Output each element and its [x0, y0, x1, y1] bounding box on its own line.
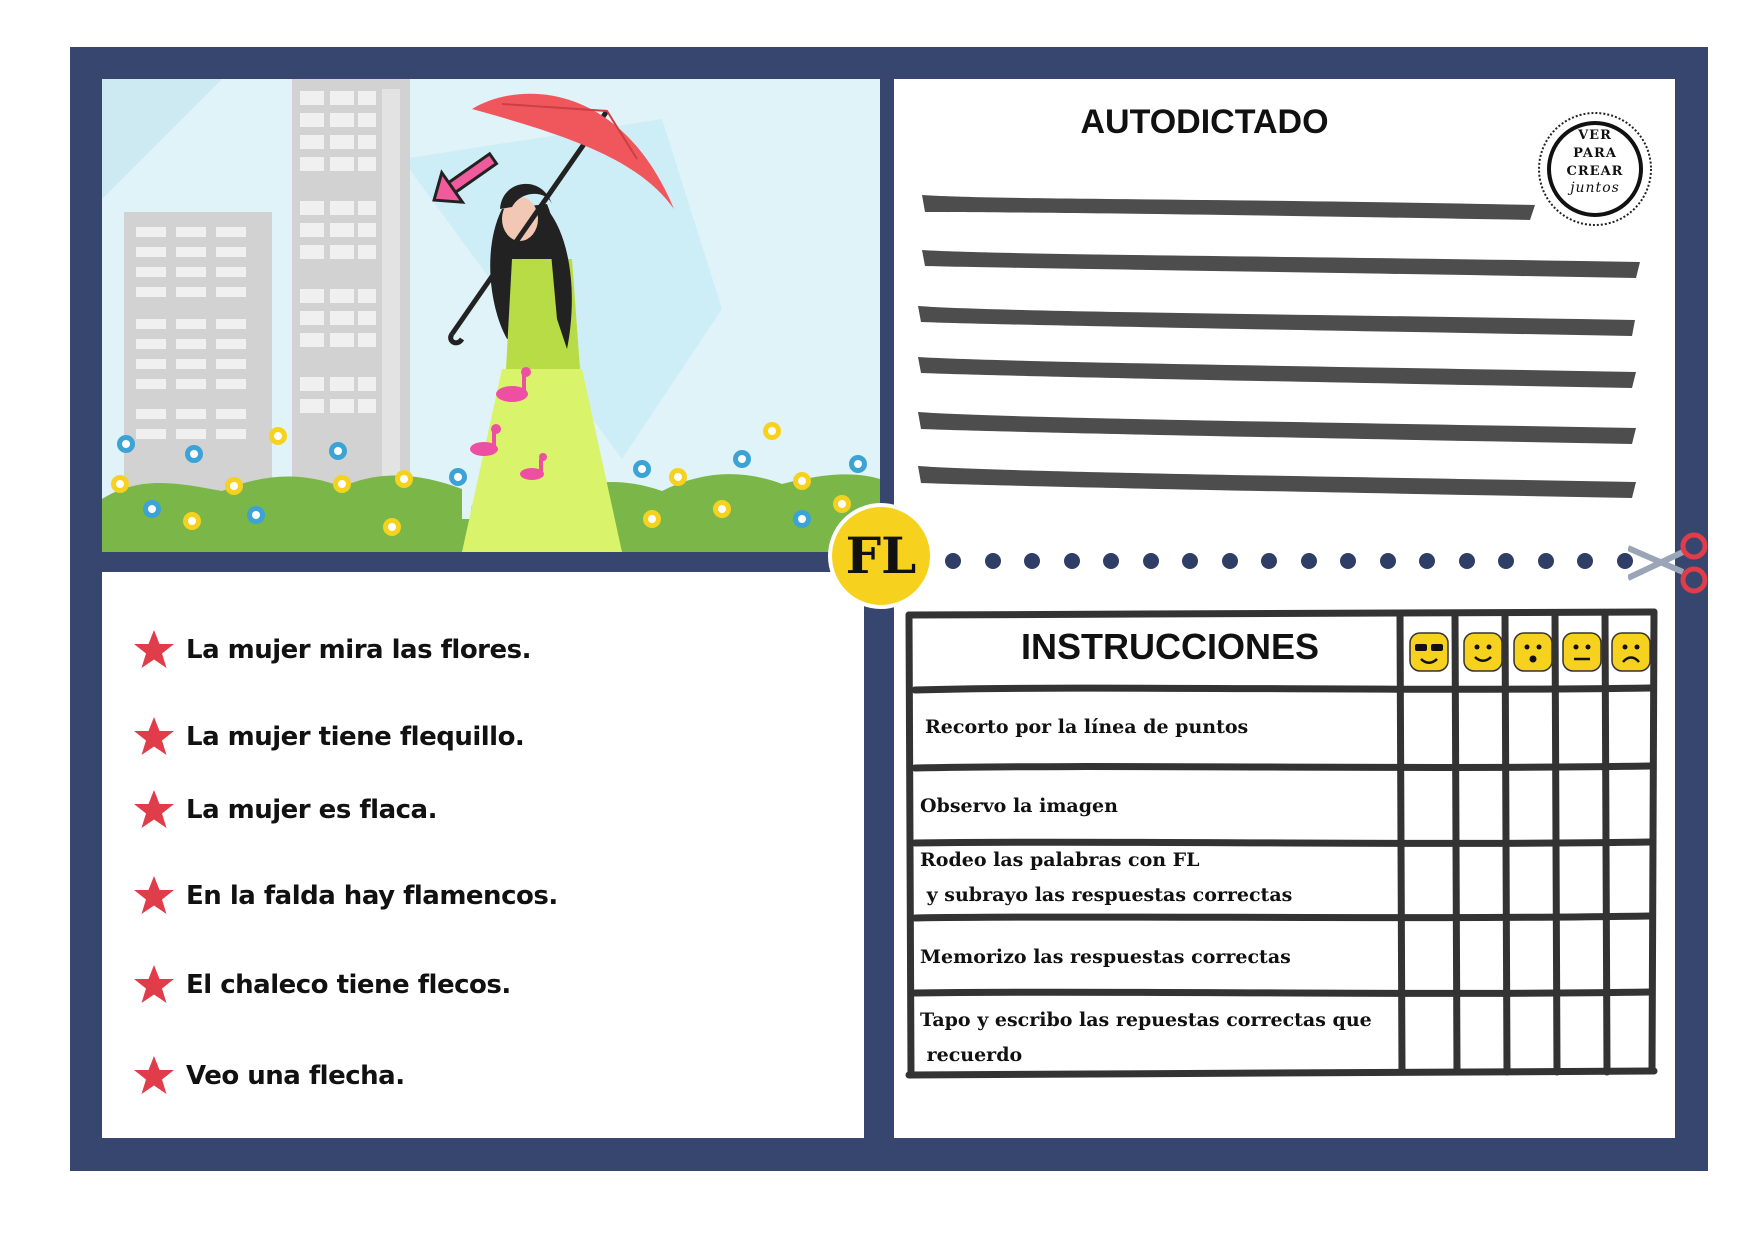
badge-line-4: juntos [1570, 180, 1620, 196]
sentence-text: La mujer mira las flores. [186, 635, 531, 665]
sad-face-icon [1611, 632, 1651, 672]
instruction-row-4 [920, 940, 1291, 975]
instruction-text: Recorto por la línea de puntos [925, 716, 1249, 738]
badge-line-1: VER [1578, 128, 1612, 143]
instruction-row-3 [920, 843, 1292, 913]
cool-face-icon [1409, 632, 1449, 672]
sentence-text: La mujer tiene flequillo. [186, 722, 525, 752]
sentence-text: Veo una flecha. [186, 1061, 405, 1091]
smile-face-icon [1463, 632, 1503, 672]
surprised-face-icon [1513, 632, 1553, 672]
instruction-text: Tapo y escribo las repuestas correctas que [920, 1009, 1372, 1031]
badge-line-3: CREAR [1566, 164, 1624, 179]
sentence-text: En la falda hay flamencos. [186, 881, 558, 911]
sentence-text: La mujer es flaca. [186, 795, 437, 825]
fl-label: FL [845, 526, 917, 585]
instruction-text: Memorizo las respuestas correctas [920, 946, 1291, 968]
neutral-face-icon [1562, 632, 1602, 672]
instruction-text: y subrayo las respuestas correctas [920, 884, 1293, 906]
instruction-text: Observo la imagen [920, 795, 1118, 817]
badge-line-2: PARA [1573, 146, 1617, 161]
instruction-text: Rodeo las palabras con FL [920, 849, 1200, 871]
instruction-row-2 [920, 789, 1118, 824]
sentence-text: El chaleco tiene flecos. [186, 970, 511, 1000]
instruction-row-5 [920, 1003, 1372, 1073]
instrucciones-title: INSTRUCCIONES [1020, 626, 1320, 667]
instruction-text: recuerdo [920, 1044, 1023, 1066]
autodictado-title: AUTODICTADO [1080, 103, 1329, 141]
instruction-row-1 [920, 710, 1248, 745]
